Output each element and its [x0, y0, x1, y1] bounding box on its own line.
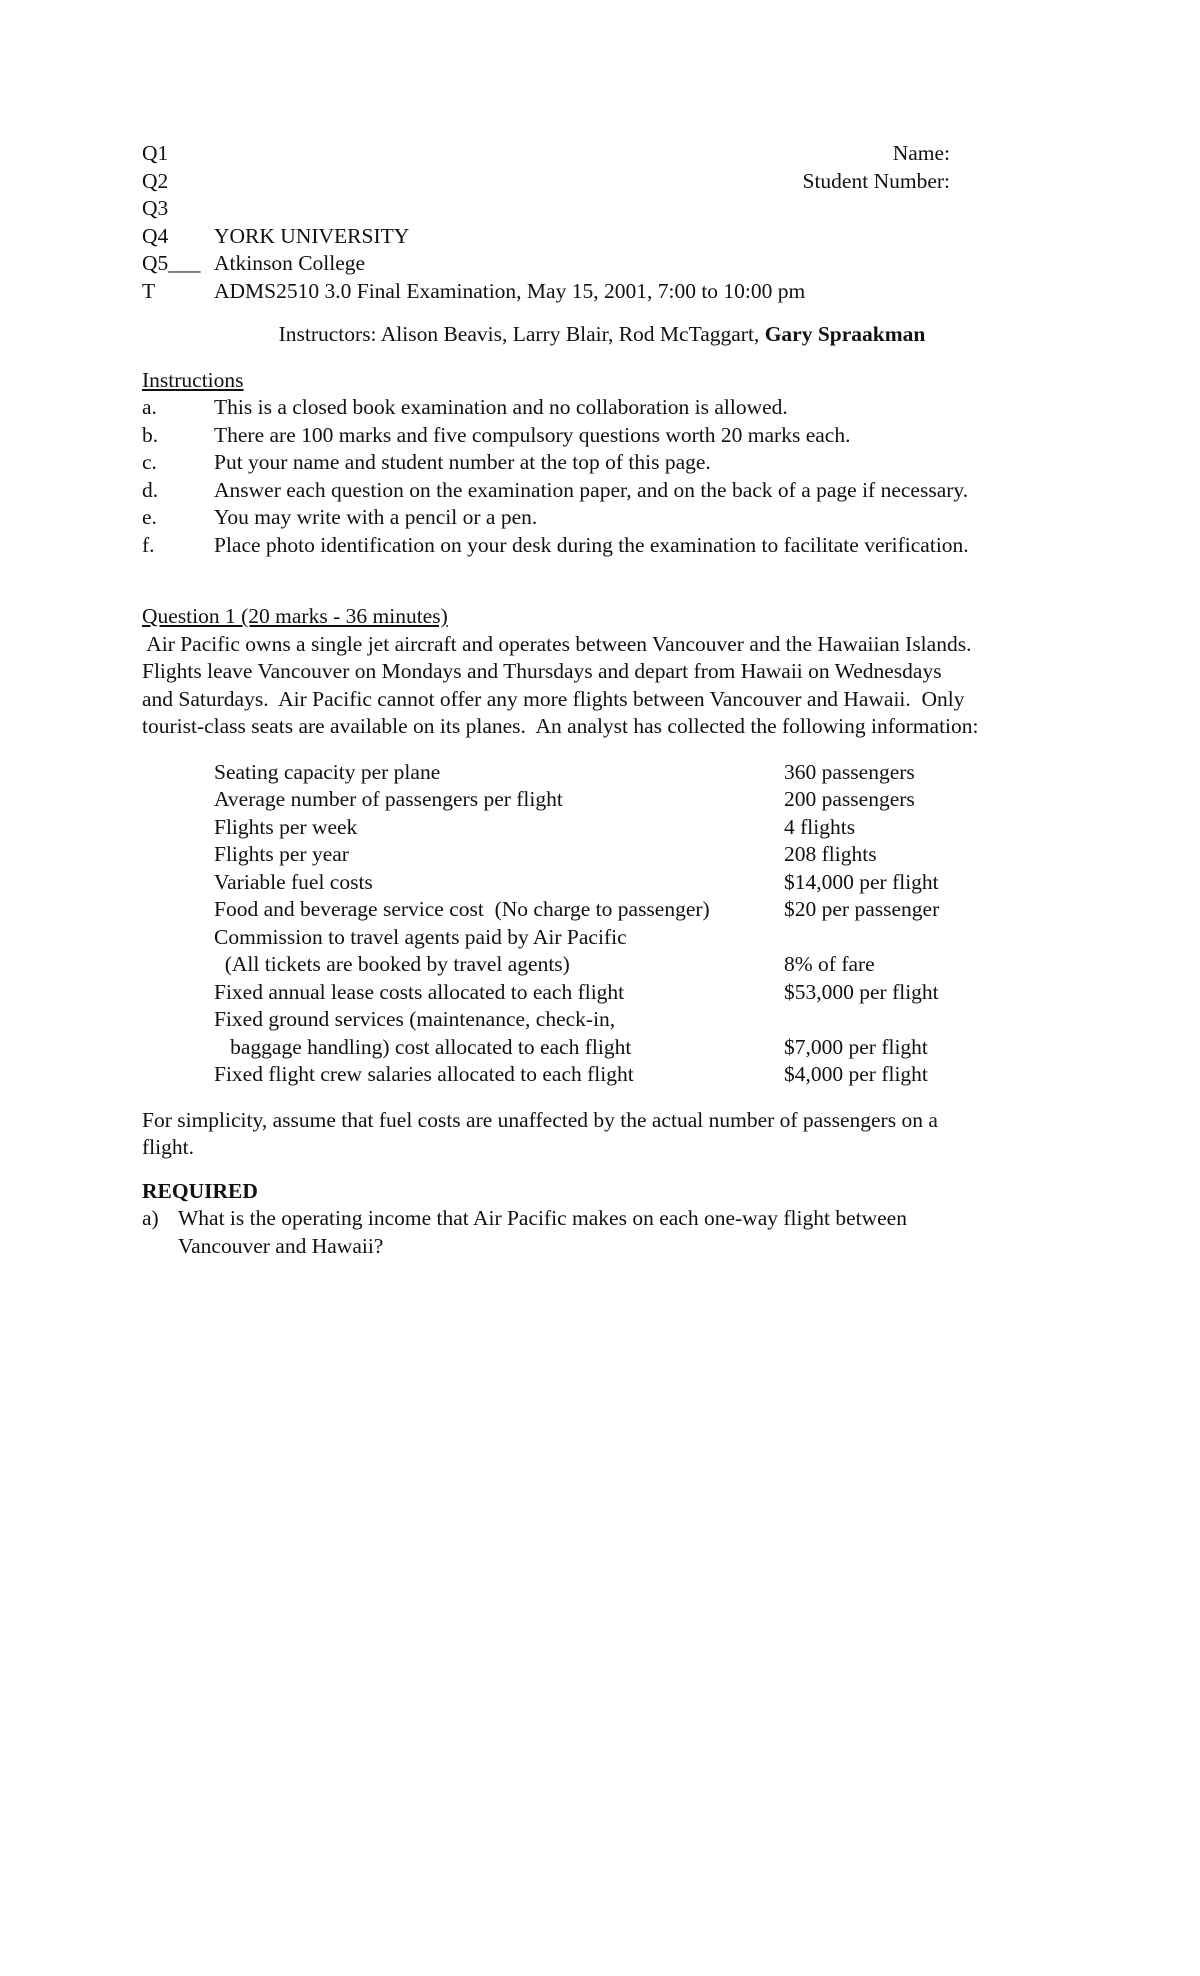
fact-label: Flights per year	[214, 842, 349, 866]
instructors-line	[142, 321, 1062, 349]
fact-label: Flights per week	[214, 814, 358, 839]
fact-row	[214, 786, 1062, 814]
college-name: Atkinson College	[214, 251, 366, 275]
fact-label: Fixed ground services (maintenance, check-in,	[214, 1007, 616, 1031]
instruction-letter: d.	[142, 477, 159, 502]
instruction-letter: e.	[142, 505, 157, 529]
fact-value: $53,000 per flight	[784, 979, 939, 1004]
fact-label: Commission to travel agents paid by Air Pacific	[214, 924, 627, 949]
note-line: For simplicity, assume that fuel costs are unaffected by the actual number of passengers on a	[142, 1107, 938, 1132]
question-1-intro-line: and Saturdays. Air Pacific cannot offer any more flights between Vancouver and Hawaii. Only	[142, 686, 965, 711]
student-number-label: Student Number:	[802, 168, 950, 193]
instruction-text: There are 100 marks and five compulsory questions worth 20 marks each.	[214, 422, 851, 447]
score-label-q1: Q1	[142, 141, 169, 165]
instruction-item	[142, 422, 1062, 450]
fact-value: 360 passengers	[784, 759, 915, 784]
fact-row	[214, 1061, 1062, 1089]
fact-value: 208 flights	[784, 842, 877, 866]
required-section	[142, 1178, 1062, 1261]
instructors-names: Instructors: Alison Beavis, Larry Blair, Rod McTaggart,	[278, 322, 765, 346]
fact-value: $14,000 per flight	[784, 869, 939, 894]
fact-value: $20 per passenger	[784, 897, 940, 921]
fact-row	[214, 979, 1062, 1007]
question-1-intro-line: tourist-class seats are available on its planes. An analyst has collected the following information:	[142, 714, 979, 738]
simplicity-note	[142, 1107, 1062, 1162]
fact-row	[214, 814, 1062, 842]
score-label-q2: Q2	[142, 168, 169, 193]
university-name: YORK UNIVERSITY	[214, 223, 410, 248]
name-label: Name:	[892, 141, 950, 165]
fact-value: 8% of fare	[784, 952, 875, 976]
fact-row	[214, 924, 1062, 952]
fact-label: Fixed annual lease costs allocated to each flight	[214, 979, 625, 1004]
fact-label: baggage handling) cost allocated to each flight	[214, 1034, 632, 1059]
fact-label: Average number of passengers per flight	[214, 787, 563, 811]
required-item	[142, 1205, 1062, 1260]
fact-value: 4 flights	[784, 814, 856, 839]
instruction-item	[142, 532, 1062, 560]
instruction-text: Answer each question on the examination paper, and on the back of a page if necessary.	[214, 477, 969, 502]
question-1-intro-line: Flights leave Vancouver on Mondays and Thursdays and depart from Hawaii on Wednesdays	[142, 659, 942, 683]
instruction-letter: c.	[142, 450, 157, 474]
instructions-heading: Instructions	[142, 367, 244, 392]
header-line-q5	[142, 250, 1062, 278]
question-1-section	[142, 603, 1062, 1260]
fact-row	[214, 951, 1062, 979]
instructors-bold-name: Gary Spraakman	[764, 322, 926, 346]
instruction-letter: f.	[142, 532, 155, 557]
exam-title: ADMS2510 3.0 Final Examination, May 15, 2001, 7:00 to 10:00 pm	[214, 278, 806, 303]
instruction-item	[142, 477, 1062, 505]
fact-row	[214, 1034, 1062, 1062]
fact-value	[784, 924, 1062, 952]
question-1-heading: Question 1 (20 marks - 36 minutes)	[142, 604, 448, 628]
fact-label: Food and beverage service cost (No charge to passenger)	[214, 897, 710, 921]
score-label-q5: Q5___	[142, 251, 201, 275]
instruction-text: Place photo identification on your desk during the examination to facilitate verification.	[214, 532, 969, 557]
instruction-item	[142, 394, 1062, 422]
instruction-letter: b.	[142, 422, 159, 447]
instruction-item	[142, 504, 1062, 532]
fact-label: Variable fuel costs	[214, 869, 373, 894]
fact-value: $7,000 per flight	[784, 1034, 928, 1059]
required-text-line: What is the operating income that Air Pacific makes on each one-way flight between	[178, 1206, 907, 1230]
fact-row	[214, 896, 1062, 924]
instruction-item	[142, 449, 1062, 477]
exam-page	[142, 140, 1062, 1260]
header-line-q3	[142, 195, 1062, 223]
score-label-q3: Q3	[142, 196, 169, 220]
fact-label: Seating capacity per plane	[214, 759, 441, 784]
note-line: flight.	[142, 1135, 194, 1159]
instruction-text: Put your name and student number at the top of this page.	[214, 450, 711, 474]
fact-value: $4,000 per flight	[784, 1062, 928, 1086]
fact-row	[214, 759, 1062, 787]
question-1-intro-line: Air Pacific owns a single jet aircraft and operates between Vancouver and the Hawaiian Islands.	[142, 631, 972, 656]
fact-value: 200 passengers	[784, 787, 915, 811]
required-text	[178, 1205, 907, 1260]
fact-label: (All tickets are booked by travel agents)	[214, 952, 570, 976]
instruction-letter: a.	[142, 395, 157, 419]
instructions-section	[142, 367, 1062, 560]
fact-row	[214, 841, 1062, 869]
facts-table	[214, 759, 1062, 1089]
fact-label: Fixed flight crew salaries allocated to each flight	[214, 1062, 634, 1086]
fact-row	[214, 1006, 1062, 1034]
fact-value	[784, 1006, 1062, 1034]
instruction-text: You may write with a pencil or a pen.	[214, 505, 538, 529]
required-heading: REQUIRED	[142, 1178, 258, 1203]
score-label-q4: Q4	[142, 223, 169, 248]
header-line-total	[142, 278, 1062, 306]
header-line-q4	[142, 223, 1062, 251]
required-text-line: Vancouver and Hawaii?	[178, 1233, 384, 1258]
score-label-total: T	[142, 278, 156, 303]
instruction-text: This is a closed book examination and no collaboration is allowed.	[214, 395, 788, 419]
exam-header	[142, 140, 1062, 305]
fact-row	[214, 869, 1062, 897]
required-letter: a)	[142, 1206, 159, 1230]
